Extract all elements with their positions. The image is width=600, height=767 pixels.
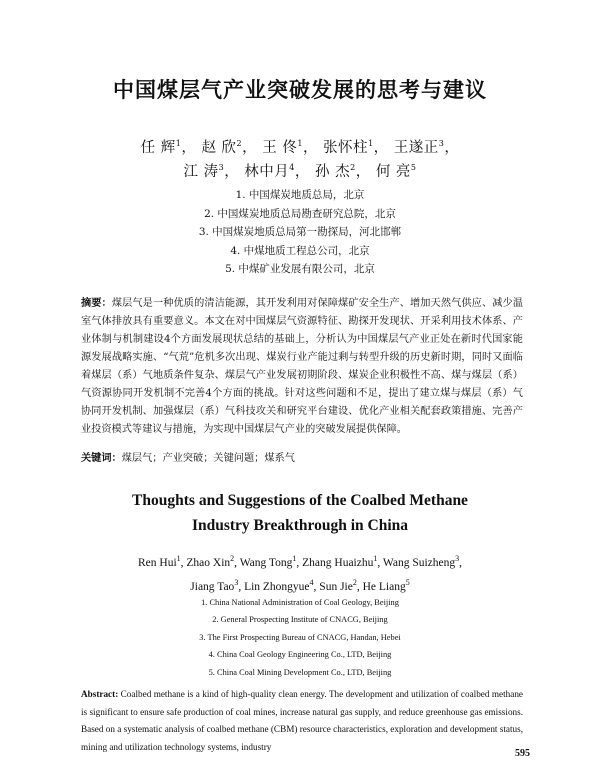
author-name: 孙 杰 [315, 164, 351, 180]
author-sup: 5 [405, 577, 410, 587]
affiliation: 4. China Coal Geology Engineering Co., LTD, Beijing [208, 650, 392, 660]
chinese-title: 中国煤层气产业突破发展的思考与建议 [113, 77, 487, 102]
author-name: 赵 欣 [201, 140, 237, 156]
english-abstract [81, 686, 523, 756]
author-sup: 3 [455, 554, 460, 563]
author-sup: 4 [289, 163, 295, 173]
abstract-text: Coalbed methane is a kind of high-quality clean energy. The development and utilization of coalbed methane is significant to ensure safe production of coal mines, increase natural gas supply, and reduce greenhouse gas emissions. Based on a systematic analysis of coalbed methane (CBM) resource characteristics, exploration and development status, mining and utilization technology systems, industry [81, 689, 524, 752]
affiliation: 1. China National Administration of Coal Geology, Beijing [201, 598, 399, 607]
author-sup: 2 [236, 139, 243, 149]
author-name: 王 佟 [262, 140, 298, 156]
affiliation: 4. 中煤地质工程总公司，北京 [230, 244, 370, 257]
author-sup: 1 [292, 554, 297, 563]
author-name: Jiang Tao [190, 580, 235, 593]
author-name: Wang Tong [239, 556, 293, 569]
author-name: Lin Zhongyue [244, 580, 310, 593]
keywords-text: 煤层气；产业突破；关键问题；煤系气 [121, 453, 295, 464]
author-name: 林中月 [244, 164, 290, 180]
author-sup: 5 [410, 163, 417, 173]
author-name: 任 辉 [140, 140, 176, 156]
author-name: 张怀柱 [323, 140, 369, 156]
author-sup: 2 [352, 577, 357, 587]
english-title [0, 488, 600, 538]
author-sup: 1 [175, 139, 182, 149]
author-name: 王遂正 [393, 140, 439, 156]
english-title-line-1: Thoughts and Suggestions of the Coalbed Methane [132, 492, 468, 509]
author-sup: 4 [309, 577, 314, 587]
affiliation: 5. 中煤矿业发展有限公司，北京 [225, 263, 375, 276]
chinese-authors-line-1: 任 辉$^1$， 赵 欣$^2$， 王 佟$^1$， 张怀柱$^1$， 王遂正$^3$， [140, 139, 460, 156]
author-sup: 1 [176, 554, 181, 563]
affiliation: 2. General Prospecting Institute of CNACG, Beijing [212, 615, 388, 625]
author-name: Sun Jie [319, 580, 353, 593]
author-sup: 1 [368, 139, 374, 149]
affiliation: 5. China Coal Mining Development Co., LTD, Beijing [208, 667, 392, 677]
affiliation: 2. 中国煤炭地质总局勘查研究总院，北京 [204, 207, 396, 220]
abstract-text: 煤层气是一种优质的清洁能源，其开发利用对保障煤矿安全生产、增加天然气供应、减少温室气体排放具有重要意义。本文在对中国煤层气资源特征、勘探开发现状、开采利用技术体系、产业体制与机制建设4个方面发展现状总结的基础上，分析认为中国煤层气产业正处在新时代国家能源发展战略实施、“气荒”危机多次出现、煤炭行业产能过剩与转型升级的历史新时期，同时又面临着煤层（系）气地质条件复杂、煤层气产业发展初期阶段、煤炭企业积极性不高、煤与煤层（系）气资源协同开发机制不完善4个方面的挑战。针对这些问题和不足，提出了建立煤与煤层（系）气协同开发机制、加强煤层（系）气科技攻关和研究平台建设、优化产业相关配套政策措施、完善产业投资模式等建议与措施，为实现中国煤层气产业的突破发展提供保障。 [81, 298, 523, 435]
affiliation: 3. 中国煤炭地质总局第一勘探局，河北邯郸 [198, 226, 402, 239]
author-name: Wang Suizheng [382, 556, 456, 569]
english-affiliations [0, 594, 600, 681]
english-authors-line-2: Jiang Tao$^3$, Lin Zhongyue$^4$, Sun Jie$^2$, He Liang$^5$ [190, 577, 410, 593]
author-name: 江 涛 [183, 164, 219, 180]
abstract-label: 摘要： [81, 297, 112, 309]
author-sup: 1 [297, 139, 303, 149]
author-name: Zhang Huaizhu [302, 556, 374, 569]
author-sup: 3 [234, 577, 239, 587]
author-sup: 3 [438, 139, 445, 149]
author-sup: 3 [218, 163, 225, 173]
page-number: 595 [515, 748, 530, 759]
affiliation: 1. 中国煤炭地质总局，北京 [235, 189, 365, 201]
english-authors-line-1: Ren Hui$^1$, Zhao Xin$^2$, Wang Tong$^1$, Zhang Huaizhu$^1$, Wang Suizheng$^3$, [137, 554, 462, 569]
chinese-abstract [81, 294, 523, 439]
affiliation: 3. The First Prospecting Bureau of CNACG, Handan, Hebei [199, 632, 401, 642]
author-name: Ren Hui [137, 556, 177, 569]
author-name: He Liang [362, 580, 406, 593]
abstract-label: Abstract: [81, 689, 119, 699]
chinese-authors-line-2: 江 涛$^3$， 林中月$^4$， 孙 杰$^2$， 何 亮$^5$ [183, 163, 417, 180]
author-sup: 2 [230, 554, 235, 563]
author-name: 何 亮 [375, 164, 411, 180]
english-title-line-2: Industry Breakthrough in China [191, 517, 409, 534]
author-sup: 1 [373, 554, 378, 563]
author-name: Zhao Xin [186, 556, 231, 569]
chinese-keywords [81, 449, 523, 464]
english-authors [0, 549, 600, 597]
author-sup: 2 [350, 163, 356, 173]
chinese-affiliations [0, 186, 600, 279]
keywords-label: 关键词： [81, 452, 122, 464]
